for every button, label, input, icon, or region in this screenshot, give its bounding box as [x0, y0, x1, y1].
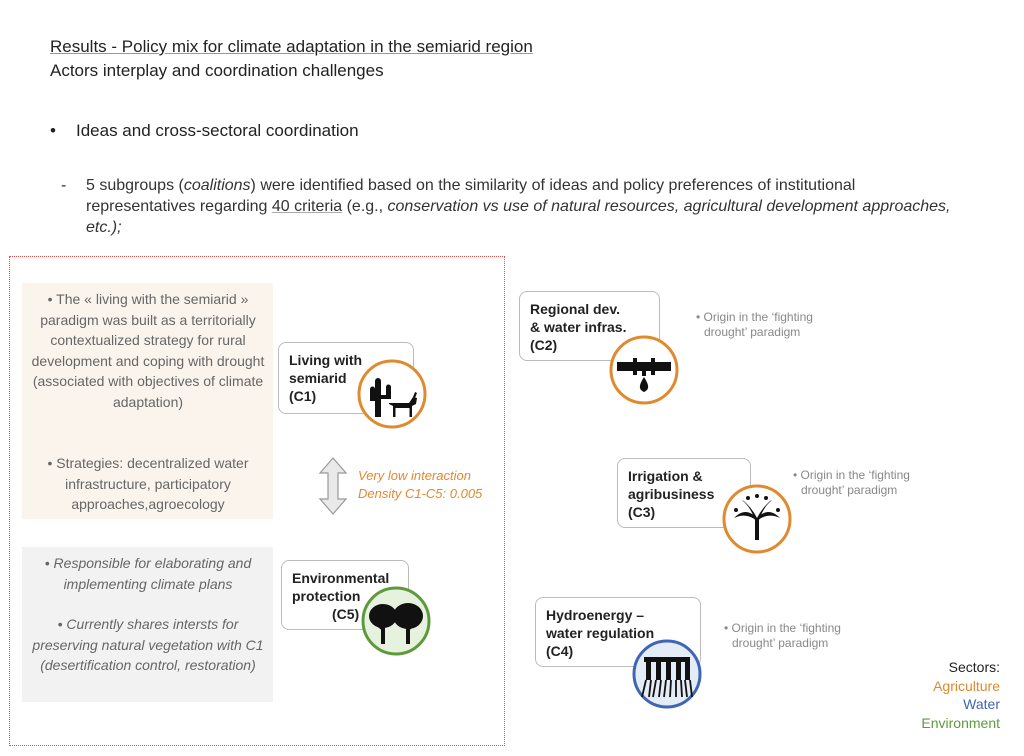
c3-origin-line1: • Origin in the ‘fighting	[793, 468, 910, 482]
subgroups-text-part3: (e.g.,	[342, 198, 388, 215]
c5-code: (C5)	[332, 606, 360, 622]
c4-origin-line1: • Origin in the ‘fighting	[724, 621, 841, 635]
c4-code: (C4)	[546, 643, 574, 659]
main-bullet	[50, 121, 359, 141]
dash-marker: -	[61, 177, 67, 194]
slide-title: Results - Policy mix for climate adaptation in the semiarid region	[50, 37, 533, 56]
subgroups-text-part2: ) were identified based on the similarity of ideas and policy preferences of institutional representatives regarding	[86, 177, 856, 215]
c3-origin-note	[793, 468, 910, 498]
main-bullet-text: Ideas and cross-sectoral coordination	[76, 121, 359, 140]
subgroups-description	[61, 175, 951, 238]
bullet-marker: •	[50, 121, 56, 140]
c3-label-line1: Irrigation &	[628, 468, 703, 484]
c2-origin-line2: drought’ paradigm	[704, 325, 801, 339]
criteria-term: 40 criteria	[271, 198, 343, 215]
c2-label-line1: Regional dev.	[530, 301, 620, 317]
slide-subtitle: Actors interplay and coordination challenges	[50, 61, 384, 80]
c2-origin-line1: • Origin in the ‘fighting	[696, 310, 813, 324]
subgroups-text-part1: 5 subgroups (	[86, 177, 184, 194]
c4-origin-line2: drought’ paradigm	[732, 636, 829, 650]
c4-label-line2: water regulation	[546, 625, 655, 641]
c4-label-line1: Hydroenergy –	[546, 607, 645, 623]
c5-role-text: • Responsible for elaborating and implementing climate plans	[44, 555, 252, 592]
c3-code: (C3)	[628, 504, 656, 520]
cactus-goat-icon	[357, 359, 427, 429]
sector-water: Water	[963, 696, 1000, 712]
dam-icon	[632, 639, 702, 709]
c2-label-line2: & water infras.	[530, 319, 627, 335]
c2-code: (C2)	[530, 337, 558, 353]
c5-shares-text: • Currently shares intersts for preserving natural vegetation with C1 (desertification control, restoration)	[32, 616, 264, 673]
sectors-legend	[921, 658, 1000, 732]
c5-label-line2: protection	[292, 588, 361, 604]
c2-origin-note	[696, 310, 813, 340]
sectors-title: Sectors:	[948, 659, 1000, 675]
sector-environment: Environment	[921, 714, 1000, 731]
c4-origin-note	[724, 621, 841, 651]
c3-label-line2: agribusiness	[628, 486, 715, 502]
coalitions-term: coalitions	[183, 177, 251, 194]
interaction-line1: Very low interaction	[358, 468, 471, 483]
c1-paradigm-text: • The « living with the semiarid » paradigm was built as a territorially contextualized strategy for rural development and coping with drought (associated with objectives of climate adaptation)	[31, 291, 265, 410]
pipeline-drop-icon	[609, 335, 679, 405]
c1-strategies-text: • Strategies: decentralized water infrastructure, participatory approaches,agroecology	[47, 455, 249, 512]
subgroups-text	[86, 175, 951, 238]
sprinkler-icon	[722, 484, 792, 554]
trees-icon	[361, 586, 431, 656]
c1-label-line1: Living with	[289, 352, 363, 368]
interaction-density: Density C1-C5: 0.005	[358, 486, 483, 501]
sector-agriculture: Agriculture	[933, 677, 1000, 694]
c1-label-line2: semiarid	[289, 370, 347, 386]
examples-text: conservation vs use of natural resources, agricultural development approaches, etc.);	[86, 198, 951, 236]
interaction-note	[358, 467, 482, 503]
c1-code: (C1)	[289, 388, 317, 404]
double-arrow-icon	[318, 457, 348, 515]
c5-label-line1: Environmental	[292, 570, 390, 586]
c3-origin-line2: drought’ paradigm	[801, 483, 898, 497]
